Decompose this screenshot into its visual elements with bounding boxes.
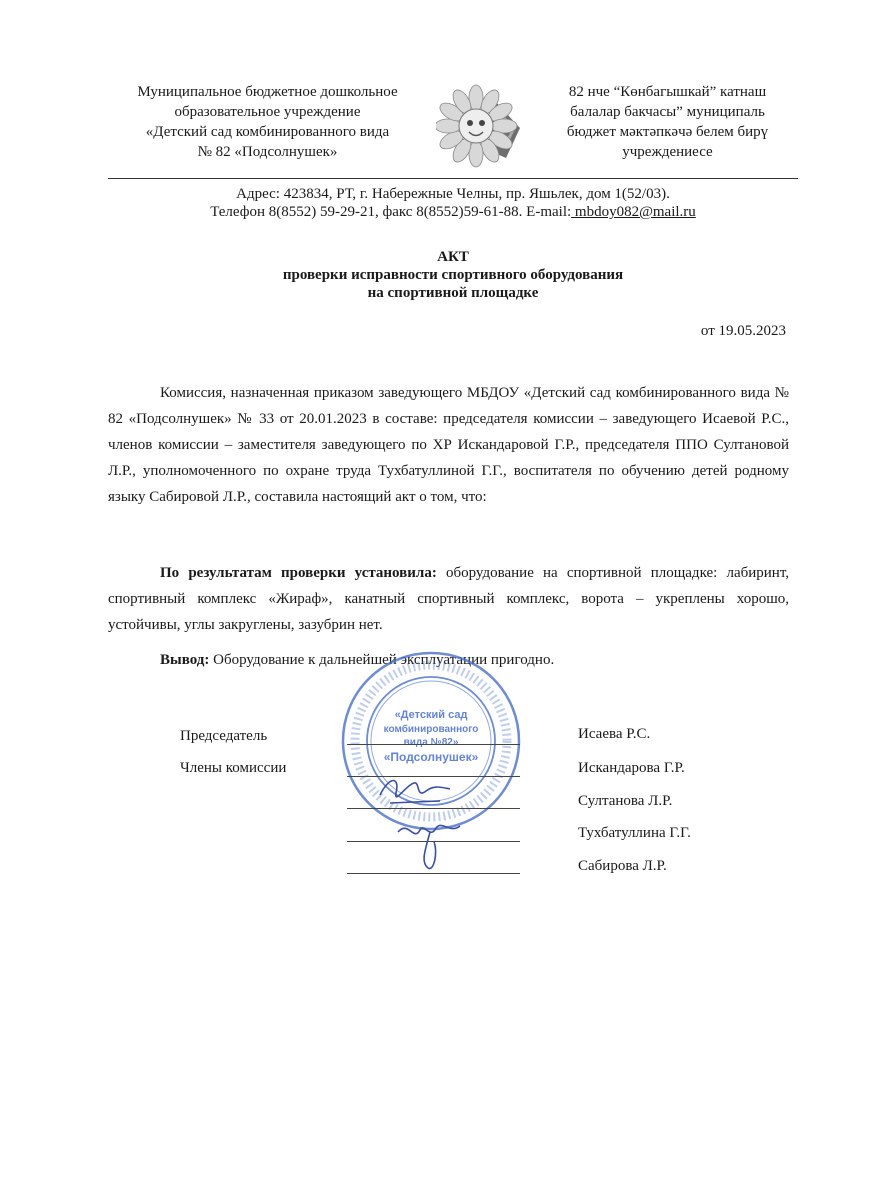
- stamp-text-line: «Детский сад: [394, 709, 468, 721]
- email-link[interactable]: mbdoy082@mail.ru: [571, 204, 696, 220]
- results-text: оборудование на спортивной площадке: лабиринт, спортивный комплекс «Жираф», канатный спортивный комплекс, ворота – укреплены хорошо, устойчивы, углы закруглены, зазубрин нет.: [108, 565, 789, 633]
- document-subtitle: на спортивной площадке: [367, 285, 539, 301]
- paragraph-text: Комиссия, назначенная приказом заведующего МБДОУ «Детский сад комбинированного вида № 82 «Подсолнушек» № 33 от 20.01.2023 в составе: председателя комиссии – заведующего Исаевой Р.С., членов комиссии – заместителя заведующего по ХР Искандаровой Г.Р., председателя ППО Султановой Л.Р., уполномоченного по охране труда Тухбатуллиной Г.Г., воспитателя по обучению детей родному языку Сабировой Л.Р., составила настоящий акт о том, что:: [108, 385, 789, 505]
- signature-line: [347, 744, 520, 745]
- org-name-line: «Детский сад комбинированного вида: [145, 124, 390, 140]
- org-name-line: 82 нче “Көнбагышкай” катнаш: [568, 84, 767, 100]
- contact-line: [108, 204, 798, 221]
- handwritten-signature: [390, 812, 470, 872]
- document-date: от 19.05.2023: [700, 323, 786, 339]
- commission-paragraph: [108, 380, 789, 510]
- org-name-russian: [110, 82, 425, 162]
- signatory-name: Султанова Л.Р.: [578, 793, 673, 809]
- conclusion-heading: Вывод:: [160, 652, 210, 668]
- org-name-line: № 82 «Подсолнушек»: [197, 144, 338, 160]
- handwritten-signature: [370, 765, 470, 815]
- address-line: Адрес: 423834, РТ, г. Набережные Челны, пр. Яшьлек, дом 1(52/03).: [236, 186, 670, 202]
- org-name-line: балалар бакчасы” муниципаль: [570, 104, 765, 120]
- org-name-tatar: [540, 82, 795, 162]
- signatory-name: Тухбатуллина Г.Г.: [578, 825, 691, 841]
- org-name-line: бюджет мәктәпкәчә белем бирү: [566, 124, 769, 140]
- document-subtitle: проверки исправности спортивного оборудования: [282, 267, 624, 283]
- chair-role-label: Председатель: [180, 728, 268, 744]
- header-divider: [108, 178, 798, 179]
- signatory-name: Исаева Р.С.: [578, 726, 651, 742]
- org-name-line: учреждениесе: [622, 144, 713, 160]
- results-heading: По результатам проверки установила:: [160, 565, 437, 581]
- stamp-text-line: комбинированного: [383, 724, 479, 735]
- document-title: АКТ: [437, 249, 469, 265]
- signatory-name: Искандарова Г.Р.: [578, 760, 685, 776]
- sunflower-logo-icon: [436, 80, 528, 172]
- phone-fax-text: Телефон 8(8552) 59-29-21, факс 8(8552)59-61-88. E-mail:: [210, 204, 572, 220]
- signatory-name: Сабирова Л.Р.: [578, 858, 667, 874]
- conclusion-text: Оборудование к дальнейшей эксплуатации пригодно.: [209, 652, 555, 668]
- members-role-label: Члены комиссии: [180, 760, 287, 776]
- results-paragraph: [108, 560, 789, 638]
- org-name-line: образовательное учреждение: [174, 104, 361, 120]
- stamp-text-line: вида №82»: [403, 737, 459, 748]
- org-name-line: Муниципальное бюджетное дошкольное: [137, 84, 398, 100]
- signature-line: [347, 873, 520, 874]
- stamp-text-line: «Подсолнушек»: [383, 750, 479, 764]
